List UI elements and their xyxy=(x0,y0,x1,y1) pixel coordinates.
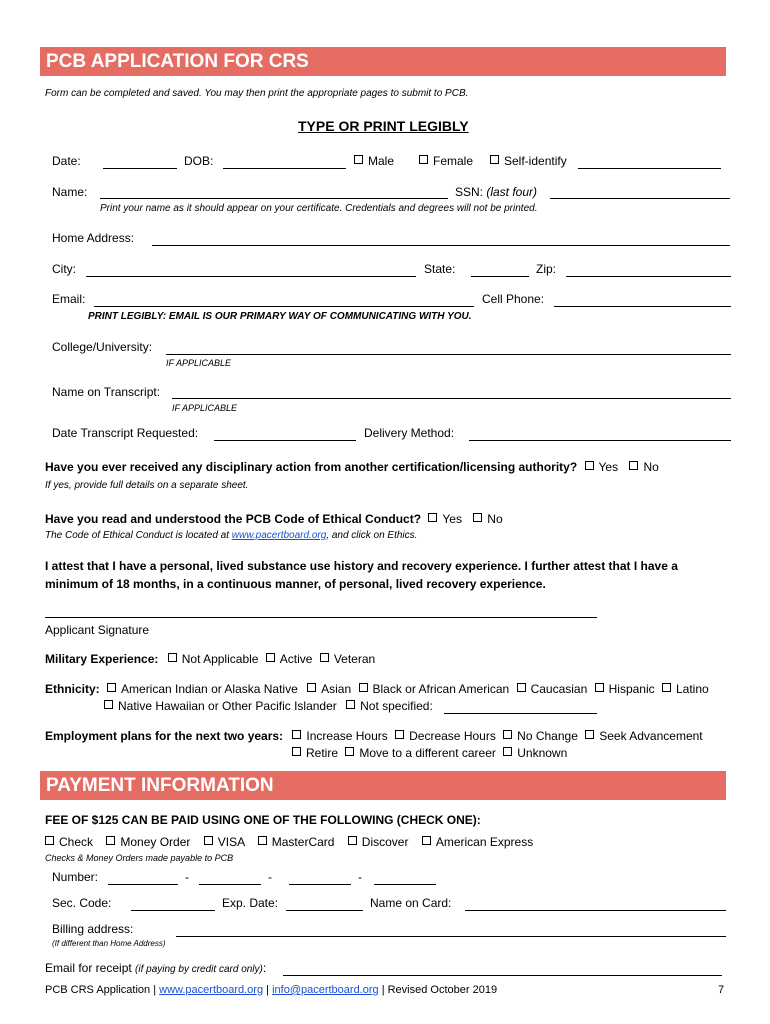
payment-discover-checkbox[interactable]: Discover xyxy=(348,835,409,849)
transcript-date-line xyxy=(214,440,356,441)
payment-band: PAYMENT INFORMATION xyxy=(40,771,726,800)
billing-address-label: Billing address: xyxy=(52,922,134,936)
military-not-applicable-checkbox[interactable]: Not Applicable xyxy=(168,652,259,666)
exp-date-input[interactable] xyxy=(286,896,363,910)
checkbox-icon xyxy=(490,155,499,164)
disciplinary-yes-checkbox[interactable]: Yes xyxy=(585,460,619,474)
ethics-note: The Code of Ethical Conduct is located at www.pacertboard.org, and click on Ethics. xyxy=(45,530,418,541)
name-input[interactable] xyxy=(100,184,448,198)
self-identify-checkbox[interactable]: Self-identify xyxy=(490,154,567,168)
home-address-input[interactable] xyxy=(152,231,730,245)
dob-input[interactable] xyxy=(223,154,346,168)
ethics-yes-checkbox[interactable]: Yes xyxy=(428,512,462,526)
ethnicity-not-specified-line xyxy=(444,713,597,714)
checkbox-icon xyxy=(258,836,267,845)
email-receipt-label: Email for receipt (if paying by credit card only): xyxy=(45,961,267,975)
city-line xyxy=(86,276,416,277)
checkbox-icon xyxy=(662,683,671,692)
card-number-line-3 xyxy=(289,884,351,885)
date-label: Date: xyxy=(52,154,81,168)
checkbox-icon xyxy=(104,700,113,709)
state-line xyxy=(471,276,529,277)
checkbox-icon xyxy=(395,730,404,739)
transcript-date-input[interactable] xyxy=(214,426,356,440)
checkbox-icon xyxy=(168,653,177,662)
delivery-method-input[interactable] xyxy=(469,426,731,440)
employment-decrease-hours-checkbox[interactable]: Decrease Hours xyxy=(395,729,496,743)
ssn-input[interactable] xyxy=(550,184,730,198)
email-note: PRINT LEGIBLY: EMAIL IS OUR PRIMARY WAY OF COMMUNICATING WITH YOU. xyxy=(88,311,472,322)
self-identify-input[interactable] xyxy=(578,154,721,168)
checkbox-icon xyxy=(517,683,526,692)
payment-mastercard-checkbox[interactable]: MasterCard xyxy=(258,835,335,849)
name-line xyxy=(100,198,448,199)
footer-site-link[interactable]: www.pacertboard.org xyxy=(159,984,264,996)
self-identify-line xyxy=(578,168,721,169)
delivery-method-line xyxy=(469,440,731,441)
state-input[interactable] xyxy=(471,262,529,276)
cell-phone-label: Cell Phone: xyxy=(482,292,545,306)
signature-input[interactable] xyxy=(45,602,597,616)
sec-code-label: Sec. Code: xyxy=(52,896,112,910)
payable-note: Checks & Money Orders made payable to PCB xyxy=(45,853,234,863)
billing-address-line xyxy=(176,936,726,937)
signature-line xyxy=(45,617,597,618)
payment-visa-checkbox[interactable]: VISA xyxy=(204,835,245,849)
footer: PCB CRS Application | www.pacertboard.org | info@pacertboard.org | Revised October 2019 xyxy=(45,984,498,996)
card-number-part-3[interactable] xyxy=(289,870,351,884)
military-veteran-checkbox[interactable]: Veteran xyxy=(320,652,375,666)
city-input[interactable] xyxy=(86,262,416,276)
checkbox-icon xyxy=(307,683,316,692)
ethnicity-not-specified-checkbox[interactable]: Not specified: xyxy=(346,699,433,713)
name-label: Name: xyxy=(52,185,88,199)
transcript-name-label: Name on Transcript: xyxy=(52,385,161,399)
card-number-line-4 xyxy=(374,884,436,885)
ethnicity-caucasian-checkbox[interactable]: Caucasian xyxy=(517,682,588,696)
ethnicity-native-hawaiian-checkbox[interactable]: Native Hawaiian or Other Pacific Islander xyxy=(104,699,337,713)
footer-email-link[interactable]: info@pacertboard.org xyxy=(272,984,379,996)
card-number-part-2[interactable] xyxy=(199,870,261,884)
dob-line xyxy=(223,168,346,169)
state-label: State: xyxy=(424,262,456,276)
exp-date-label: Exp. Date: xyxy=(222,896,279,910)
checkbox-icon xyxy=(45,836,54,845)
checkbox-icon xyxy=(266,653,275,662)
payment-amex-checkbox[interactable]: American Express xyxy=(422,835,533,849)
male-checkbox[interactable]: Male xyxy=(354,154,394,168)
email-line xyxy=(94,306,474,307)
date-input[interactable] xyxy=(103,154,177,168)
name-on-card-label: Name on Card: xyxy=(370,896,452,910)
card-number-dash-3: - xyxy=(358,870,362,884)
checkbox-icon xyxy=(473,513,482,522)
checkbox-icon xyxy=(359,683,368,692)
checkbox-icon xyxy=(345,747,354,756)
college-input[interactable] xyxy=(166,340,731,354)
checkbox-icon xyxy=(292,747,301,756)
checkbox-icon xyxy=(346,700,355,709)
checkbox-icon xyxy=(348,836,357,845)
ethnicity-black-checkbox[interactable]: Black or African American xyxy=(359,682,510,696)
date-line xyxy=(103,168,177,169)
employment-row-1 xyxy=(45,729,703,743)
employment-increase-hours-checkbox[interactable]: Increase Hours xyxy=(292,729,387,743)
zip-label: Zip: xyxy=(536,262,557,276)
name-note: Print your name as it should appear on your certificate. Credentials and degrees will not be printed. xyxy=(100,203,538,214)
payment-methods-row xyxy=(45,835,533,849)
email-receipt-input[interactable] xyxy=(283,961,722,975)
ethnicity-not-specified-input[interactable] xyxy=(444,699,597,713)
checkbox-icon xyxy=(320,653,329,662)
military-active-checkbox[interactable]: Active xyxy=(266,652,313,666)
disciplinary-row xyxy=(45,460,659,474)
checkbox-icon xyxy=(106,836,115,845)
college-label: College/University: xyxy=(52,340,153,354)
payment-money-order-checkbox[interactable]: Money Order xyxy=(106,835,190,849)
employment-different-career-checkbox[interactable]: Move to a different career xyxy=(345,746,496,760)
employment-retire-checkbox[interactable]: Retire xyxy=(292,746,338,760)
employment-row-2 xyxy=(292,746,567,760)
dob-label: DOB: xyxy=(184,154,214,168)
ethics-link[interactable]: www.pacertboard.org xyxy=(231,530,327,541)
employment-unknown-checkbox[interactable]: Unknown xyxy=(503,746,567,760)
ethnicity-row-2 xyxy=(104,699,433,713)
legibly-heading: TYPE OR PRINT LEGIBLY xyxy=(298,118,469,134)
card-number-part-1[interactable] xyxy=(108,870,178,884)
fee-heading: FEE OF $125 CAN BE PAID USING ONE OF THE FOLLOWING (CHECK ONE): xyxy=(45,813,481,827)
disciplinary-question: Have you ever received any disciplinary action from another certification/licensing authority? xyxy=(45,460,578,474)
card-number-part-4[interactable] xyxy=(374,870,436,884)
name-on-card-input[interactable] xyxy=(465,896,726,910)
checkbox-icon xyxy=(354,155,363,164)
sec-code-line xyxy=(131,910,215,911)
checkbox-icon xyxy=(419,155,428,164)
college-if-applicable: IF APPLICABLE xyxy=(166,358,232,368)
military-label: Military Experience: xyxy=(45,652,159,666)
card-number-label: Number: xyxy=(52,870,99,884)
checkbox-icon xyxy=(204,836,213,845)
email-receipt-line xyxy=(283,975,722,976)
ethnicity-asian-checkbox[interactable]: Asian xyxy=(307,682,351,696)
sec-code-input[interactable] xyxy=(131,896,215,910)
intro-note: Form can be completed and saved. You may then print the appropriate pages to submit to PCB. xyxy=(45,88,469,99)
employment-seek-advancement-checkbox[interactable]: Seek Advancement xyxy=(585,729,702,743)
employment-no-change-checkbox[interactable]: No Change xyxy=(503,729,578,743)
attest-line-1: I attest that I have a personal, lived substance use history and recovery experience. I further attest that I have a xyxy=(45,559,678,573)
home-address-label: Home Address: xyxy=(52,231,135,245)
exp-date-line xyxy=(286,910,363,911)
checkbox-icon xyxy=(503,730,512,739)
college-line xyxy=(166,354,731,355)
checkbox-icon xyxy=(629,461,638,470)
card-number-line-2 xyxy=(199,884,261,885)
email-label: Email: xyxy=(52,292,86,306)
zip-line xyxy=(566,276,731,277)
checkbox-icon xyxy=(585,730,594,739)
signature-label: Applicant Signature xyxy=(45,623,150,637)
email-input[interactable] xyxy=(94,292,474,306)
checkbox-icon xyxy=(428,513,437,522)
ethnicity-american-indian-checkbox[interactable]: American Indian or Alaska Native xyxy=(107,682,298,696)
home-address-line xyxy=(152,245,730,246)
checkbox-icon xyxy=(585,461,594,470)
ssn-label: SSN: (last four) xyxy=(455,185,538,199)
checkbox-icon xyxy=(422,836,431,845)
ethnicity-hispanic-checkbox[interactable]: Hispanic xyxy=(595,682,655,696)
card-number-dash-2: - xyxy=(268,870,272,884)
title-band: PCB APPLICATION FOR CRS xyxy=(40,47,726,76)
card-number-dash-1: - xyxy=(185,870,189,884)
ethnicity-latino-checkbox[interactable]: Latino xyxy=(662,682,709,696)
checkbox-icon xyxy=(595,683,604,692)
ethics-row xyxy=(45,512,503,526)
checkbox-icon xyxy=(503,747,512,756)
disciplinary-no-checkbox[interactable]: No xyxy=(629,460,658,474)
transcript-if-applicable: IF APPLICABLE xyxy=(172,403,238,413)
page-number: 7 xyxy=(718,984,725,996)
delivery-method-label: Delivery Method: xyxy=(364,426,455,440)
city-label: City: xyxy=(52,262,76,276)
employment-label: Employment plans for the next two years: xyxy=(45,729,284,743)
cell-phone-line xyxy=(554,306,731,307)
billing-note: (If different than Home Address) xyxy=(52,939,166,948)
ethics-no-checkbox[interactable]: No xyxy=(473,512,502,526)
female-checkbox[interactable]: Female xyxy=(419,154,473,168)
ssn-line xyxy=(550,198,730,199)
transcript-name-input[interactable] xyxy=(172,384,731,398)
ethics-question: Have you read and understood the PCB Code of Ethical Conduct? xyxy=(45,512,422,526)
checkbox-icon xyxy=(107,683,116,692)
ethnicity-row-1 xyxy=(45,682,709,696)
name-on-card-line xyxy=(465,910,726,911)
attest-line-2: minimum of 18 months, in a continuous manner, of personal, lived recovery experience. xyxy=(45,577,546,591)
billing-address-input[interactable] xyxy=(176,922,726,936)
transcript-date-label: Date Transcript Requested: xyxy=(52,426,199,440)
ethnicity-label: Ethnicity: xyxy=(45,682,100,696)
transcript-name-line xyxy=(172,398,731,399)
card-number-line-1 xyxy=(108,884,178,885)
cell-phone-input[interactable] xyxy=(554,292,731,306)
disciplinary-note: If yes, provide full details on a separate sheet. xyxy=(45,480,249,491)
military-row xyxy=(45,652,375,666)
payment-check-checkbox[interactable]: Check xyxy=(45,835,93,849)
checkbox-icon xyxy=(292,730,301,739)
zip-input[interactable] xyxy=(566,262,731,276)
